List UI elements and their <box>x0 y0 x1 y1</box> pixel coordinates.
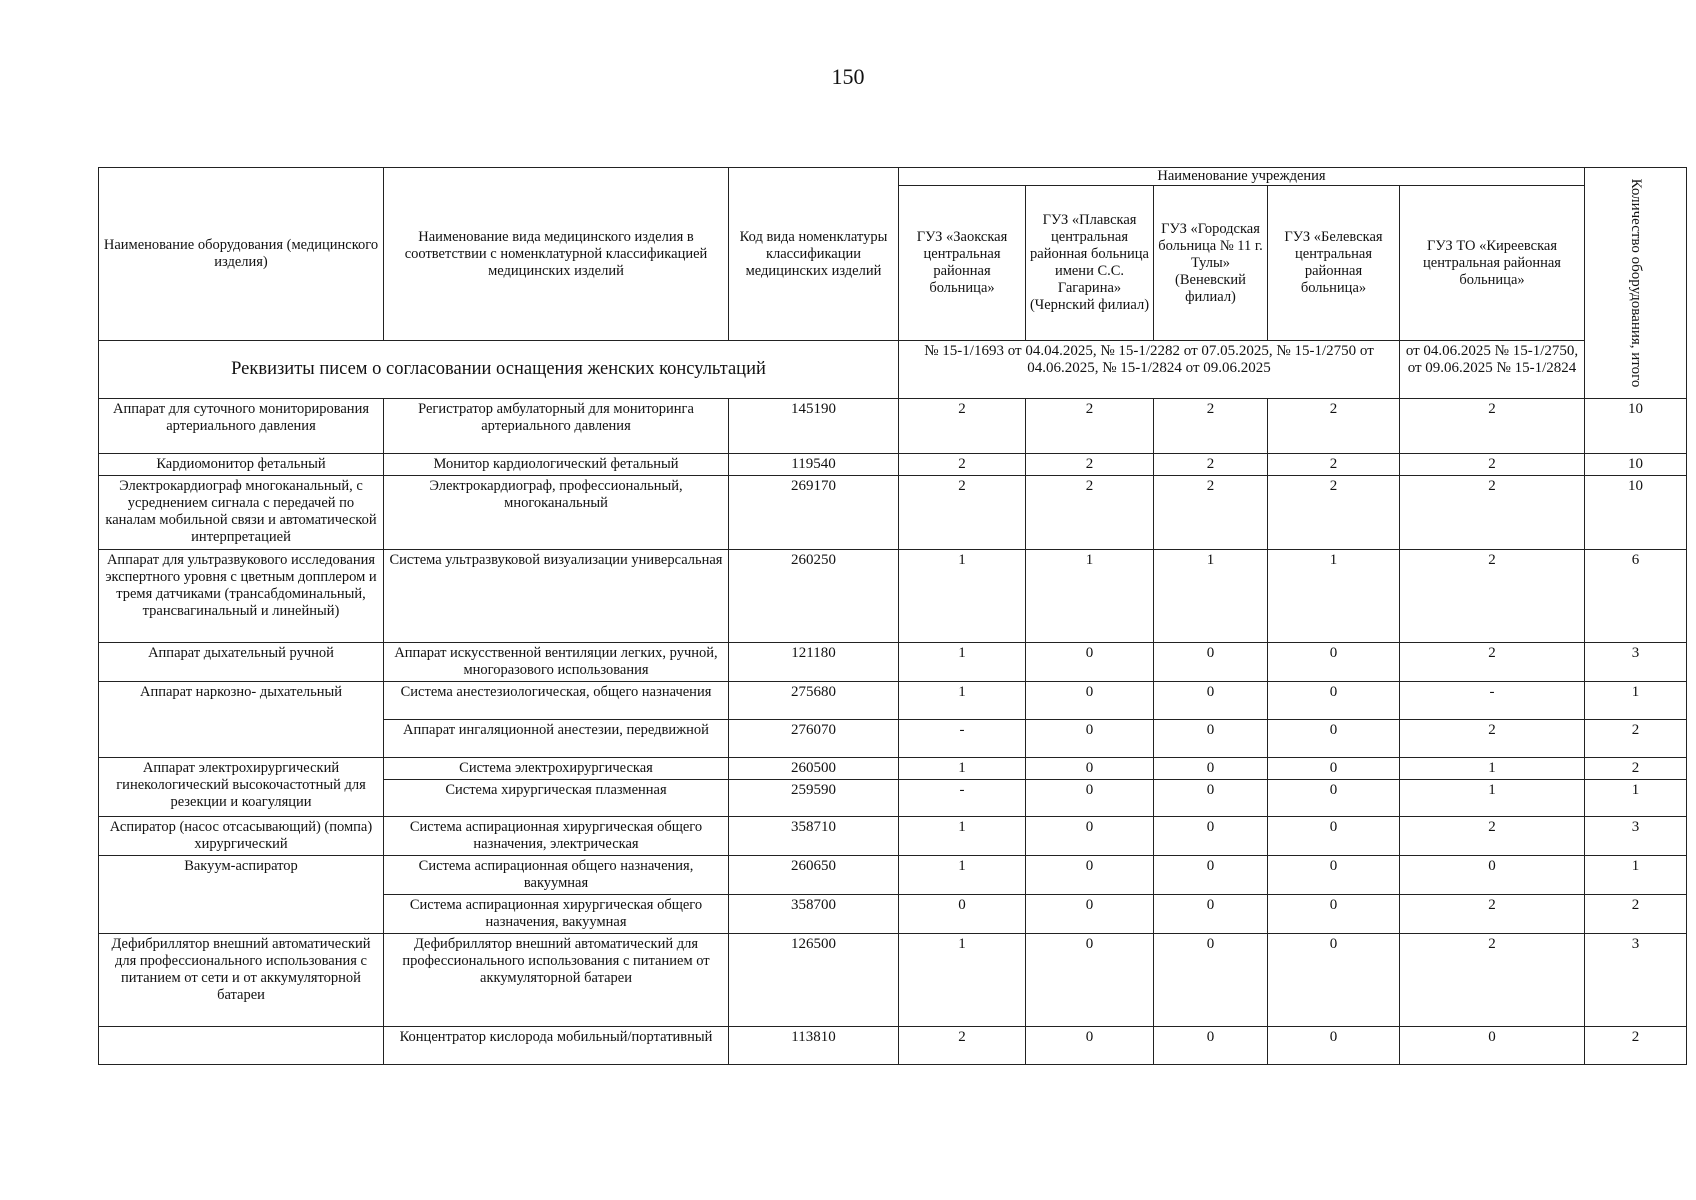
table-row <box>99 817 1687 856</box>
table-row <box>99 934 1687 1027</box>
header-institution-4: ГУЗ «Белевская центральная районная больница» <box>1268 186 1400 341</box>
cell-value: 1 <box>899 856 1026 895</box>
cell-type: Аппарат искусственной вентиляции легких, ручной, многоразового использования <box>384 643 729 682</box>
cell-type: Монитор кардиологический фетальный <box>384 454 729 476</box>
cell-value: 0 <box>1154 780 1268 817</box>
cell-type: Система хирургическая плазменная <box>384 780 729 817</box>
cell-total: 3 <box>1585 643 1687 682</box>
cell-code: 259590 <box>729 780 899 817</box>
cell-value: 0 <box>1268 758 1400 780</box>
cell-value: 0 <box>1154 934 1268 1027</box>
cell-equipment: Аспиратор (насос отсасывающий) (помпа) хирургический <box>99 817 384 856</box>
header-institution-group: Наименование учреждения <box>899 168 1585 186</box>
cell-type: Система ультразвуковой визуализации универсальная <box>384 550 729 643</box>
cell-value: 0 <box>1154 817 1268 856</box>
cell-total: 2 <box>1585 895 1687 934</box>
cell-total: 2 <box>1585 1027 1687 1065</box>
cell-total: 3 <box>1585 817 1687 856</box>
cell-code: 260500 <box>729 758 899 780</box>
cell-equipment: Аппарат для ультразвукового исследования экспертного уровня с цветным допплером и тремя датчиками (трансабдоминальный, трансвагинальный и линейный) <box>99 550 384 643</box>
cell-equipment: Дефибриллятор внешний автоматический для профессионального использования с питанием от сети и от аккумуляторной батареи <box>99 934 384 1027</box>
cell-value: 0 <box>1026 934 1154 1027</box>
cell-value: 0 <box>1154 856 1268 895</box>
cell-value: 0 <box>1026 780 1154 817</box>
cell-value: 2 <box>1400 643 1585 682</box>
cell-type: Система аспирационная хирургическая общего назначения, электрическая <box>384 817 729 856</box>
cell-value: 0 <box>1268 934 1400 1027</box>
cell-type: Концентратор кислорода мобильный/портативный <box>384 1027 729 1065</box>
cell-type: Система анестезиологическая, общего назначения <box>384 682 729 720</box>
cell-value: 2 <box>1268 476 1400 550</box>
cell-type: Электрокардиограф, профессиональный, многоканальный <box>384 476 729 550</box>
table-row <box>99 856 1687 895</box>
cell-code: 358700 <box>729 895 899 934</box>
cell-code: 358710 <box>729 817 899 856</box>
cell-value: 2 <box>899 476 1026 550</box>
cell-value: 0 <box>1154 895 1268 934</box>
cell-value: 0 <box>1268 682 1400 720</box>
header-total-text: Количество оборудования, итого <box>1627 178 1644 388</box>
cell-type: Система аспирационная общего назначения, вакуумная <box>384 856 729 895</box>
cell-value: 0 <box>1268 856 1400 895</box>
cell-code: 121180 <box>729 643 899 682</box>
requisites-letters-5: от 04.06.2025 № 15-1/2750, от 09.06.2025 № 15-1/2824 <box>1400 341 1585 399</box>
cell-value: 0 <box>1026 643 1154 682</box>
cell-value: 0 <box>1154 1027 1268 1065</box>
cell-code: 275680 <box>729 682 899 720</box>
cell-total: 3 <box>1585 934 1687 1027</box>
cell-code: 260250 <box>729 550 899 643</box>
cell-total: 10 <box>1585 454 1687 476</box>
requisites-letters-1-4: № 15-1/1693 от 04.04.2025, № 15-1/2282 от 07.05.2025, № 15-1/2750 от 04.06.2025, № 15-1/2824 от 09.06.2025 <box>899 341 1400 399</box>
cell-value: 2 <box>1400 476 1585 550</box>
cell-equipment: Аппарат для суточного мониторирования артериального давления <box>99 399 384 454</box>
cell-value: 1 <box>899 550 1026 643</box>
cell-value: 2 <box>1154 476 1268 550</box>
cell-value: 0 <box>1268 643 1400 682</box>
cell-value: 2 <box>1026 399 1154 454</box>
cell-value: 0 <box>1026 720 1154 758</box>
cell-equipment: Электрокардиограф многоканальный, с усреднением сигнала с передачей по каналам мобильной связи и автоматической интерпретацией <box>99 476 384 550</box>
cell-code: 126500 <box>729 934 899 1027</box>
cell-value: 2 <box>899 1027 1026 1065</box>
cell-total: 10 <box>1585 399 1687 454</box>
cell-value: 1 <box>899 934 1026 1027</box>
cell-value: 0 <box>1026 856 1154 895</box>
cell-type: Аппарат ингаляционной анестезии, передвижной <box>384 720 729 758</box>
cell-value: 2 <box>1154 454 1268 476</box>
cell-value: 1 <box>899 817 1026 856</box>
cell-value: 1 <box>899 682 1026 720</box>
header-total <box>1585 168 1687 399</box>
cell-value: 0 <box>1154 758 1268 780</box>
cell-value: 2 <box>899 454 1026 476</box>
cell-value: 1 <box>1026 550 1154 643</box>
cell-code: 113810 <box>729 1027 899 1065</box>
cell-code: 260650 <box>729 856 899 895</box>
table-row <box>99 1027 1687 1065</box>
cell-type: Регистратор амбулаторный для мониторинга артериального давления <box>384 399 729 454</box>
cell-equipment <box>99 1027 384 1065</box>
cell-value: 0 <box>1154 720 1268 758</box>
cell-total: 1 <box>1585 780 1687 817</box>
table-row <box>99 643 1687 682</box>
cell-value: 2 <box>899 399 1026 454</box>
header-institution-5: ГУЗ ТО «Киреевская центральная районная больница» <box>1400 186 1585 341</box>
header-institution-1: ГУЗ «Заокская центральная районная больница» <box>899 186 1026 341</box>
cell-value: 0 <box>1026 758 1154 780</box>
requisites-title: Реквизиты писем о согласовании оснащения женских консультаций <box>99 341 899 399</box>
cell-value: 2 <box>1026 476 1154 550</box>
cell-value: 0 <box>1154 682 1268 720</box>
cell-value: 0 <box>1400 1027 1585 1065</box>
cell-type: Система электрохирургическая <box>384 758 729 780</box>
cell-value: 2 <box>1400 454 1585 476</box>
cell-value: 0 <box>1268 720 1400 758</box>
cell-value: 0 <box>1154 643 1268 682</box>
header-institution-3: ГУЗ «Городская больница № 11 г. Тулы» (Веневский филиал) <box>1154 186 1268 341</box>
cell-value: 2 <box>1268 399 1400 454</box>
header-equipment: Наименование оборудования (медицинского изделия) <box>99 168 384 341</box>
cell-type: Система аспирационная хирургическая общего назначения, вакуумная <box>384 895 729 934</box>
table-row <box>99 476 1687 550</box>
header-code: Код вида номенклатуры классификации медицинских изделий <box>729 168 899 341</box>
cell-total: 2 <box>1585 720 1687 758</box>
cell-equipment: Кардиомонитор фетальный <box>99 454 384 476</box>
header-institution-2: ГУЗ «Плавская центральная районная больница имени С.С. Гагарина» (Чернский филиал) <box>1026 186 1154 341</box>
cell-code: 119540 <box>729 454 899 476</box>
cell-value: 2 <box>1400 934 1585 1027</box>
cell-code: 269170 <box>729 476 899 550</box>
cell-value: 2 <box>1400 720 1585 758</box>
cell-value: 1 <box>1268 550 1400 643</box>
cell-value: 0 <box>1026 682 1154 720</box>
cell-value: 0 <box>1268 817 1400 856</box>
cell-equipment: Аппарат дыхательный ручной <box>99 643 384 682</box>
cell-value: 2 <box>1400 550 1585 643</box>
cell-value: 1 <box>1400 780 1585 817</box>
cell-value: 2 <box>1154 399 1268 454</box>
cell-value: 1 <box>899 758 1026 780</box>
equipment-table <box>98 167 1687 1065</box>
cell-value: 1 <box>1400 758 1585 780</box>
cell-equipment: Аппарат наркозно- дыхательный <box>99 682 384 758</box>
cell-value: 0 <box>899 895 1026 934</box>
cell-value: 2 <box>1026 454 1154 476</box>
cell-total: 6 <box>1585 550 1687 643</box>
table-row <box>99 399 1687 454</box>
header-type: Наименование вида медицинского изделия в соответствии с номенклатурной классификацией медицинских изделий <box>384 168 729 341</box>
cell-code: 145190 <box>729 399 899 454</box>
cell-equipment: Аппарат электрохирургический гинекологический высокочастотный для резекции и коагуляции <box>99 758 384 817</box>
cell-value: 0 <box>1268 1027 1400 1065</box>
page-number: 150 <box>831 64 865 89</box>
table-row <box>99 758 1687 780</box>
cell-value: - <box>1400 682 1585 720</box>
cell-value: 0 <box>1026 895 1154 934</box>
cell-value: 1 <box>899 643 1026 682</box>
cell-total: 2 <box>1585 758 1687 780</box>
cell-type: Дефибриллятор внешний автоматический для профессионального использования с питанием от аккумуляторной батареи <box>384 934 729 1027</box>
cell-value: 0 <box>1268 895 1400 934</box>
cell-total: 1 <box>1585 856 1687 895</box>
cell-value: 0 <box>1400 856 1585 895</box>
cell-value: - <box>899 780 1026 817</box>
cell-value: 2 <box>1400 399 1585 454</box>
table-row <box>99 682 1687 720</box>
cell-value: 0 <box>1026 817 1154 856</box>
cell-value: 2 <box>1400 817 1585 856</box>
cell-equipment: Вакуум-аспиратор <box>99 856 384 934</box>
cell-value: 0 <box>1268 780 1400 817</box>
cell-total: 10 <box>1585 476 1687 550</box>
cell-value: - <box>899 720 1026 758</box>
cell-total: 1 <box>1585 682 1687 720</box>
cell-value: 0 <box>1026 1027 1154 1065</box>
cell-code: 276070 <box>729 720 899 758</box>
table-row <box>99 550 1687 643</box>
cell-value: 2 <box>1268 454 1400 476</box>
table-row <box>99 454 1687 476</box>
cell-value: 1 <box>1154 550 1268 643</box>
cell-value: 2 <box>1400 895 1585 934</box>
